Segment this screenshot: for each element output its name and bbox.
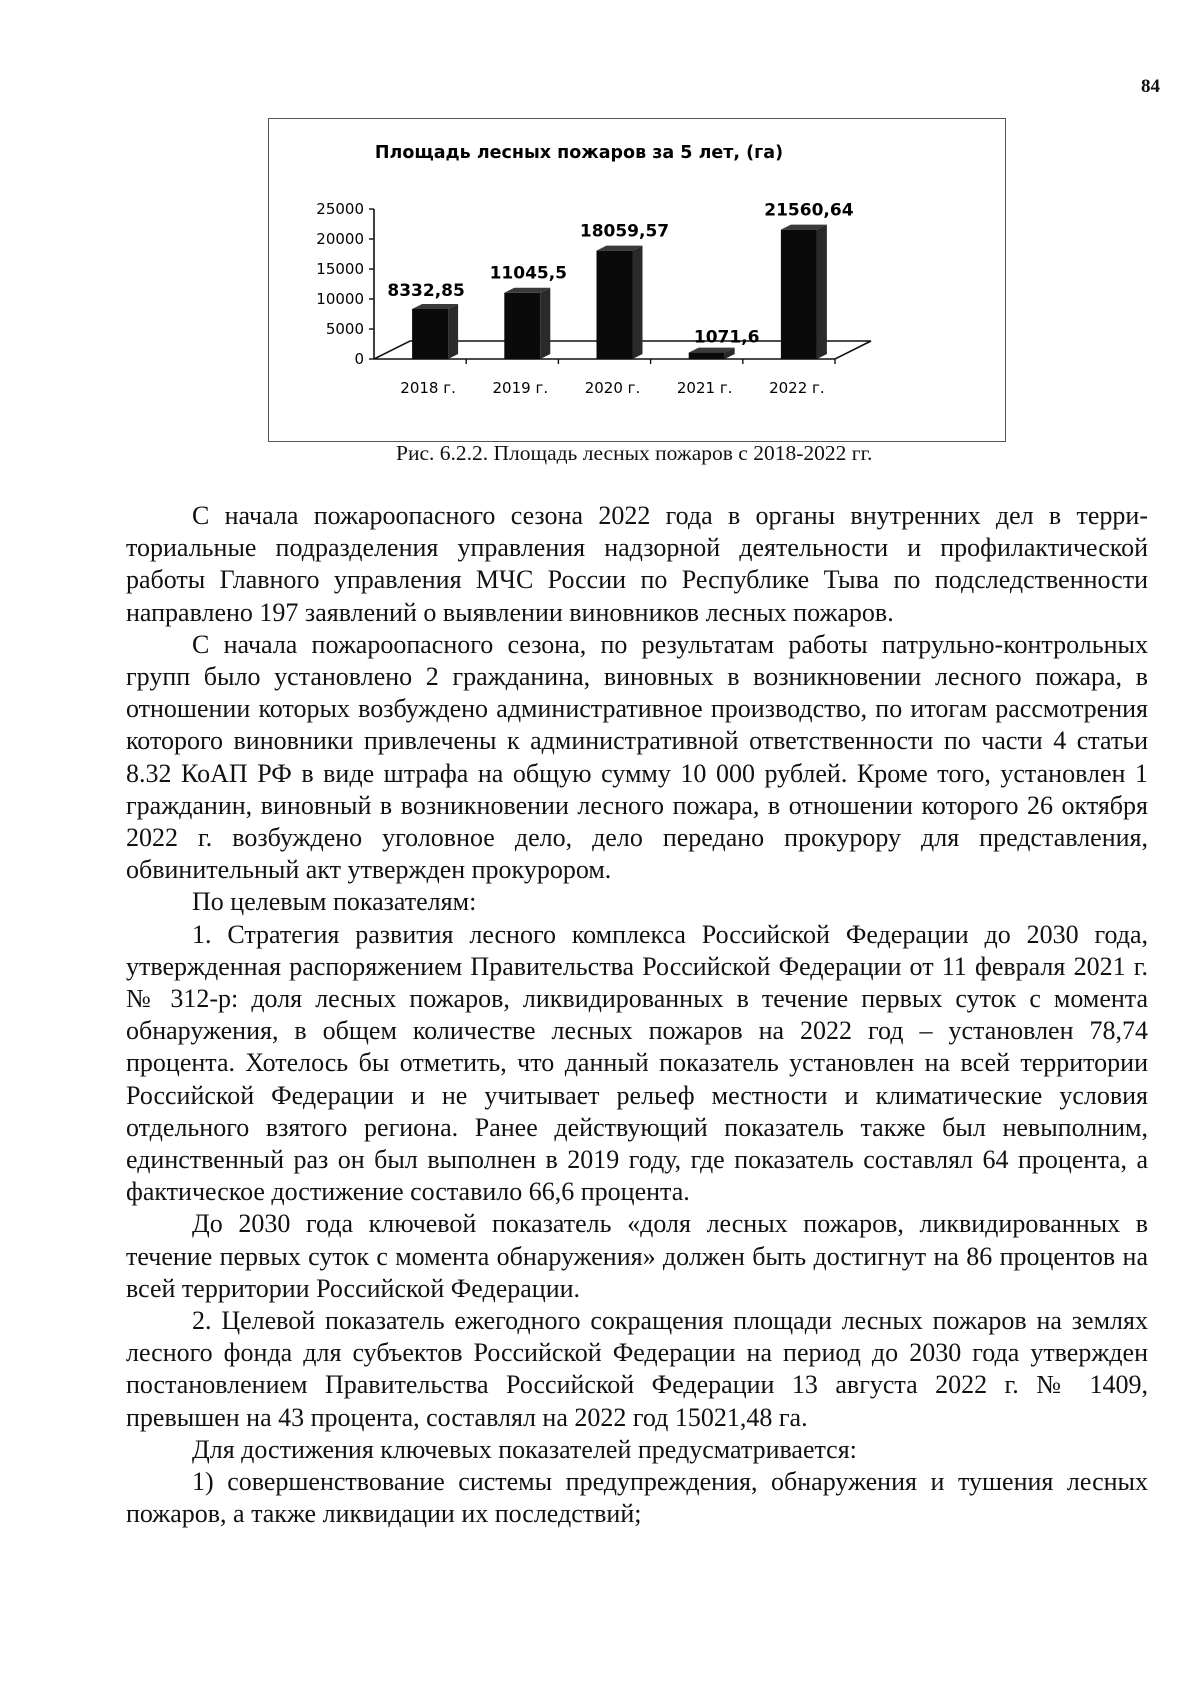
paragraph: 2. Целевой показатель ежегодного сокращения площади лесных пожаров на землях лесного фонда для субъектов Российской Федерации на период до 2030 года утвержден постановлением Правительства Российской Федерации 13 августа 2022 г. № 1409, превышен на 43 процента, составлял на 2022 год 15021,48 га. <box>126 1306 1148 1432</box>
x-axis-labels <box>400 359 835 397</box>
page-number: 84 <box>1141 76 1160 97</box>
paragraph: 1. Стратегия развития лесного комплекса Российской Федерации до 2030 года, утвержденная распоряжением Правительства Российской Федерации от 11 февраля 2021 г. № 312-р: доля лесных пожаров, ликвидированных в течение первых суток с момента обнаружения, в общем количестве лесных пожаров на 2022 год – установлен 78,74 процента. Хотелось бы отметить, что данный показатель установлен на всей территории Российской Федерации и не учитывает рельеф местности и климатические условия отдельного взятого региона. Ранее действующий показатель также был невыполним, единственный раз он был выполнен в 2019 году, где показатель составлял 64 процента, а фактическое достижение составило 66,6 процента. <box>126 919 1148 1207</box>
x-tick-label: 2019 г. <box>492 379 549 397</box>
paragraph: По целевым показателям: <box>192 887 477 917</box>
y-tick-label: 10000 <box>316 290 364 308</box>
body-text <box>126 500 1148 1531</box>
bar-side <box>633 246 643 359</box>
y-tick-label: 0 <box>354 350 364 368</box>
bar-front <box>781 230 817 359</box>
chart-frame <box>268 118 1006 442</box>
data-label: 21560,64 <box>764 200 854 221</box>
bar-side <box>540 288 550 359</box>
data-label: 8332,85 <box>387 281 465 302</box>
x-tick-label: 2022 г. <box>769 379 825 397</box>
paragraph: С начала пожароопасного сезона, по результатам работы патрульно-контрольных групп было установлено 2 гражданина, виновных в возникновении лесного пожара, в отношении которых возбуждено административное производство, по итогам рассмотрения которого виновники привлечены к административной ответственности по части 4 статьи 8.32 КоАП РФ в виде штрафа на общую сумму 10 000 рублей. Кроме того, установлен 1 гражданин, виновный в возникновении лесного пожара, в отношении которого 26 октября 2022 г. возбуждено уголовное дело, дело передано прокурору для представления, обвинительный акт утвержден прокурором. <box>126 629 1148 885</box>
bar-front <box>597 251 633 359</box>
x-tick-label: 2018 г. <box>400 379 456 397</box>
x-tick-label: 2021 г. <box>676 379 733 397</box>
bar-side <box>448 304 458 359</box>
data-label: 11045,5 <box>489 263 568 284</box>
bar-front <box>689 353 725 359</box>
bar-front <box>504 293 540 359</box>
paragraph: С начала пожароопасного сезона 2022 года в органы внутренних дел в территориальные подразделения управления надзорной деятельности и профилактической работы Главного управления МЧС России по Республике Тыва по подследственности направлено 197 заявлений о выявлении виновников лесных пожаров. <box>126 501 1148 627</box>
chart-bars <box>412 225 827 359</box>
y-tick-label: 15000 <box>316 260 364 278</box>
y-tick-label: 5000 <box>325 320 364 338</box>
y-axis-ticks <box>316 200 374 368</box>
bar-front <box>412 309 448 359</box>
x-tick-label: 2020 г. <box>584 379 641 397</box>
paragraph: Для достижения ключевых показателей предусматривается: <box>192 1434 857 1464</box>
paragraph: 1) совершенствование системы предупреждения, обнаружения и тушения лесных пожаров, а также ликвидации их последствий; <box>126 1467 1148 1529</box>
y-tick-label: 20000 <box>316 230 364 248</box>
data-label: 1071,6 <box>693 327 760 348</box>
bar-chart <box>269 119 1005 441</box>
paragraph: До 2030 года ключевой показатель «доля лесных пожаров, ликвидированных в течение первых суток с момента обнаружения» должен быть достигнут на 86 процентов на всей территории Российской Федерации. <box>126 1209 1148 1303</box>
figure-caption: Рис. 6.2.2. Площадь лесных пожаров с 2018-2022 гг. <box>396 441 873 465</box>
data-label: 18059,57 <box>579 221 670 242</box>
y-tick-label: 25000 <box>316 200 364 218</box>
bar-side <box>817 225 827 359</box>
chart-title: Площадь лесных пожаров за 5 лет, (га) <box>374 143 784 163</box>
